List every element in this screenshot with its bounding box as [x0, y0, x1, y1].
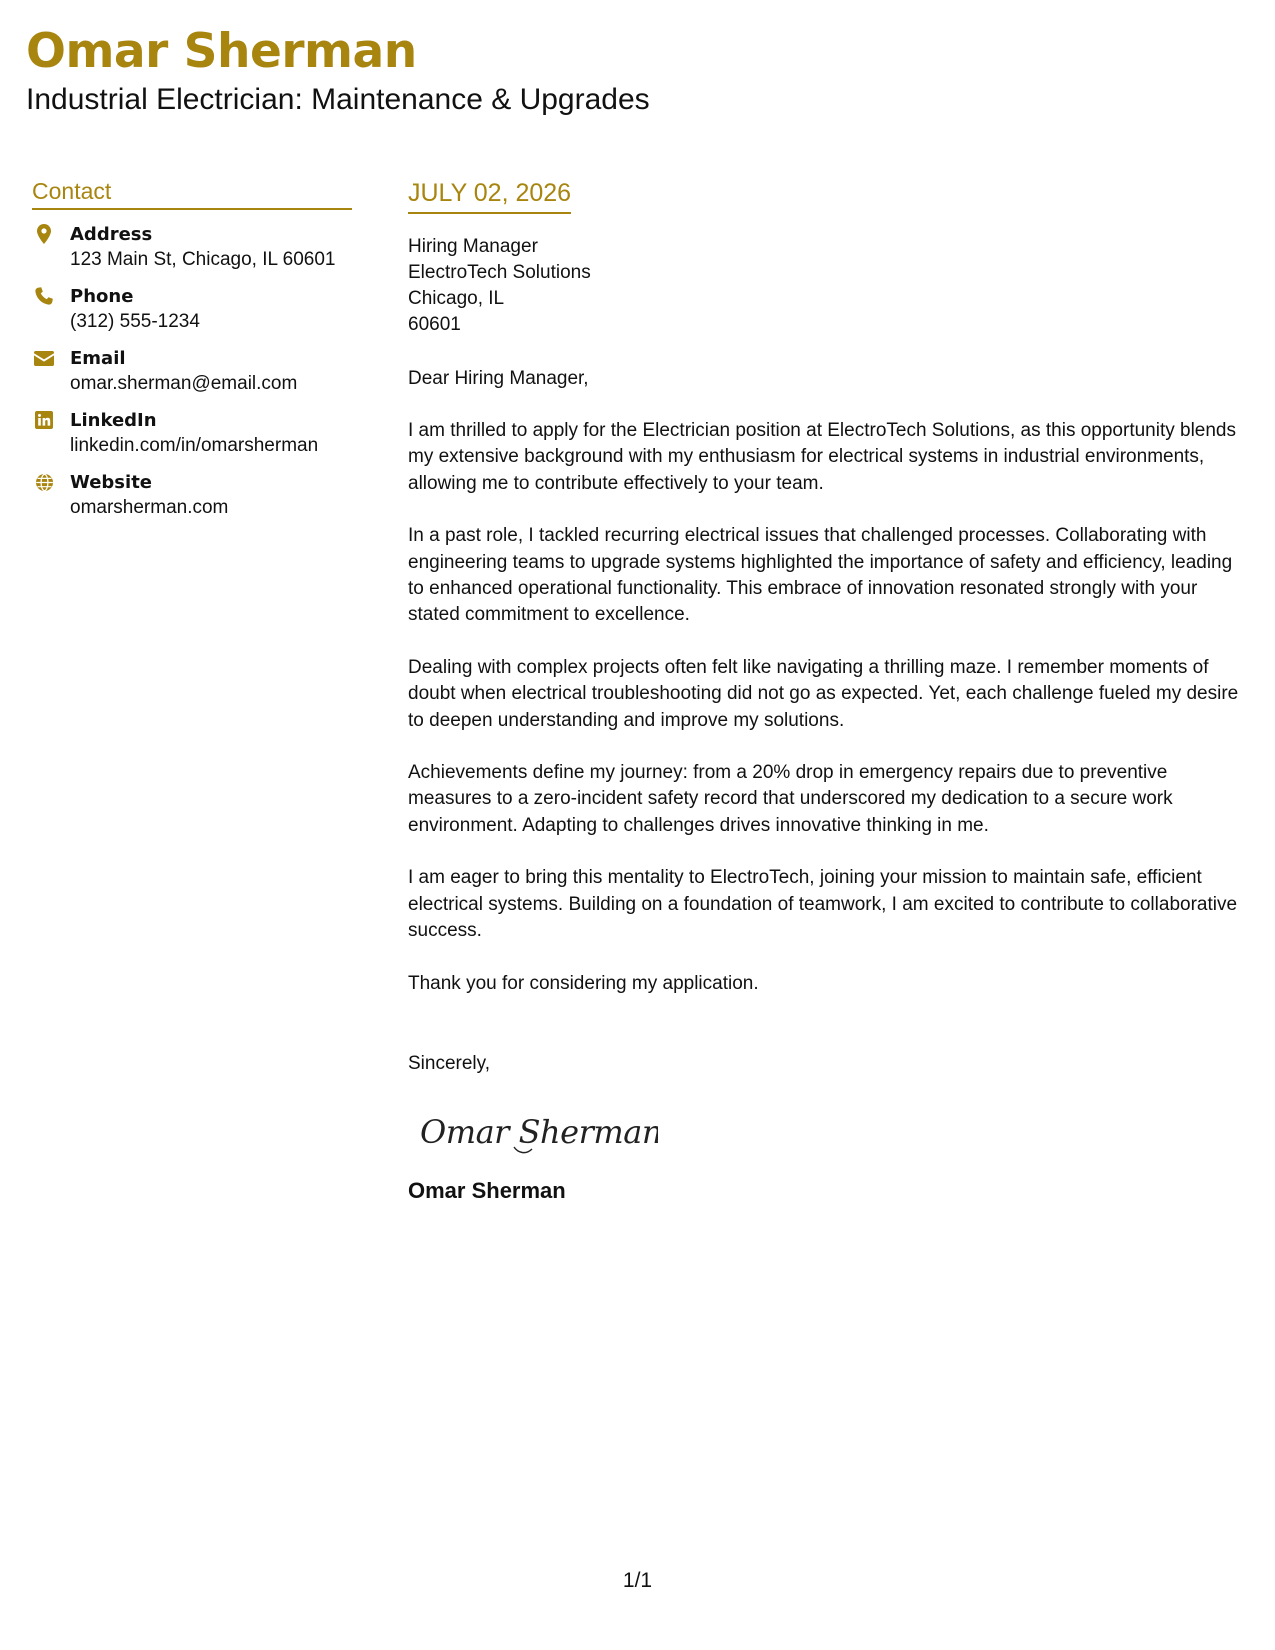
paragraph: I am thrilled to apply for the Electrician position at ElectroTech Solutions, as this opportunity blends my extensive background with my enthusiasm for electrical systems in industrial environments, allowing me to contribute effectively to your team. [408, 420, 1236, 494]
signer-name: Omar Sherman [408, 1177, 566, 1203]
page-number: 1/1 [622, 1569, 653, 1592]
applicant-title: Industrial Electrician: Maintenance & Upgrades [26, 83, 650, 116]
recipient-zip: 60601 [408, 314, 461, 335]
contact-value: (312) 555-1234 [70, 311, 200, 332]
contact-value: linkedin.com/in/omarsherman [70, 435, 319, 456]
linkedin-icon [34, 410, 54, 430]
paragraph: I am eager to bring this mentality to ElectroTech, joining your mission to maintain safe, efficient electrical systems. Building on a foundation of teamwork, I am excited to contribute to collaborative success. [408, 867, 1238, 942]
applicant-name: Omar Sherman [26, 24, 417, 79]
paragraph: Dealing with complex projects often felt like navigating a thrilling maze. I remember moments of doubt when electrical troubleshooting did not go as expected. Yet, each challenge fueled my desire to deepen understanding and improve my solutions. [408, 656, 1239, 731]
recipient-block [408, 234, 1243, 338]
contact-sidebar [32, 176, 352, 532]
contact-label: Email [70, 348, 126, 369]
contact-address [32, 222, 352, 272]
contact-value: omarsherman.com [70, 497, 229, 518]
paragraph: Achievements define my journey: from a 20% drop in emergency repairs due to preventive measures to a zero-incident safety record that underscored my dedication to a secure work environment. Adapting to challenges drives innovative thinking in me. [408, 762, 1173, 836]
contact-phone [32, 284, 352, 334]
letter-body [408, 176, 1243, 1205]
contact-value: 123 Main St, Chicago, IL 60601 [70, 249, 336, 270]
contact-heading: Contact [32, 176, 352, 210]
recipient-city: Chicago, IL [408, 288, 505, 309]
recipient-company: ElectroTech Solutions [408, 262, 591, 283]
closing: Sincerely, [408, 1052, 491, 1074]
contact-linkedin [32, 408, 352, 458]
phone-icon [34, 286, 54, 306]
contact-email [32, 346, 352, 396]
contact-label: LinkedIn [70, 410, 157, 431]
signature-image [418, 1103, 1243, 1159]
svg-text:Omar Sherman: Omar Sherman [420, 1112, 658, 1151]
recipient-name: Hiring Manager [408, 236, 538, 257]
contact-website [32, 470, 352, 520]
paragraph: Thank you for considering my application. [408, 972, 759, 994]
contact-value: omar.sherman@email.com [70, 373, 298, 394]
letter-date: JULY 02, 2026 [408, 176, 571, 214]
contact-label: Website [70, 472, 153, 493]
contact-label: Phone [70, 286, 134, 307]
envelope-icon [34, 348, 54, 368]
paragraph: In a past role, I tackled recurring electrical issues that challenged processes. Collaborating with engineering teams to upgrade systems highlighted the importance of safety and efficiency, leading to enhanced operational functionality. This embrace of innovation resonated strongly with your stated commitment to excellence. [408, 525, 1233, 626]
header [26, 22, 650, 118]
greeting: Dear Hiring Manager, [408, 368, 589, 389]
location-pin-icon [34, 224, 54, 244]
globe-icon [34, 472, 54, 492]
contact-label: Address [70, 224, 153, 245]
